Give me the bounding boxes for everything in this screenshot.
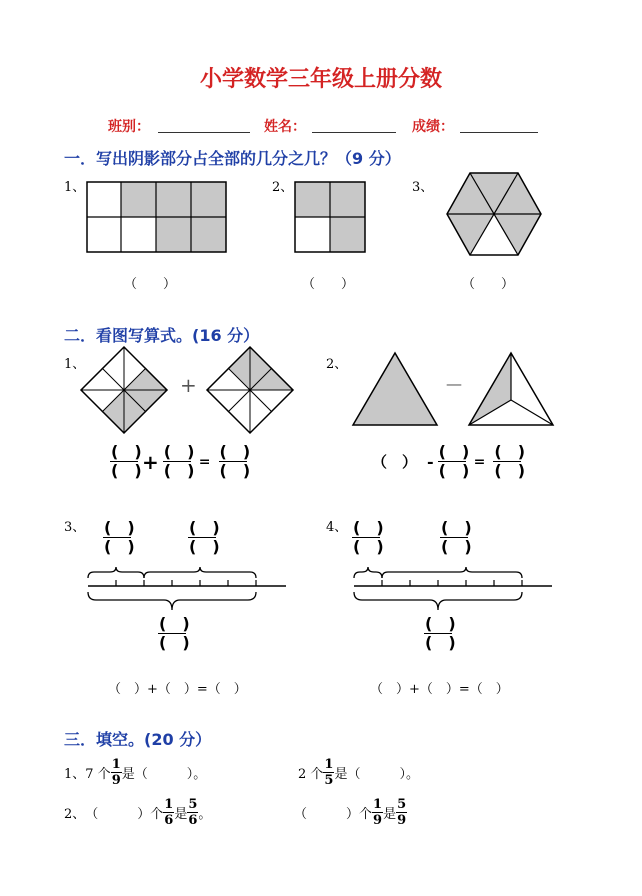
blank-fraction[interactable]: $\frac{( )}{( )}$: [438, 442, 470, 480]
s3-q1-number: 1、: [64, 767, 86, 782]
name-label: 姓名：: [264, 119, 306, 135]
s1-q1-number: 1、: [64, 180, 86, 195]
s3-line2-part-a: [64, 798, 211, 827]
answer-blank[interactable]: 是（ ）。: [121, 767, 207, 782]
text: 7 个: [85, 767, 111, 782]
s2-q1-number: 1、: [64, 357, 86, 372]
s2-q3-number-line: [84, 566, 290, 616]
fraction: $\frac{1}{9}$: [373, 797, 383, 828]
s2-q3-number: 3、: [64, 520, 86, 535]
s2-q1-equation: [110, 442, 251, 480]
s1-q2-answer[interactable]: （ ）: [302, 277, 355, 292]
blank-fraction[interactable]: ( ) ( ): [104, 518, 135, 556]
text: 是: [383, 807, 397, 822]
s3-line1-part-b: [298, 758, 419, 787]
blank-fraction[interactable]: ( ) ( ): [353, 518, 384, 556]
plus-operator: +: [142, 449, 159, 474]
s2-q1-diamond-left: [80, 346, 168, 434]
s1-q2-number: 2、: [272, 180, 294, 195]
s2-q2-triangle-left: [352, 352, 438, 426]
section1-heading: 一．写出阴影部分占全部的几分之几？（9 分）: [64, 149, 401, 168]
s1-q1-grid-figure: [86, 181, 228, 253]
section2-heading: 二．看图写算式。(16 分）: [64, 326, 260, 345]
text: 2 个: [298, 767, 324, 782]
answer-blank[interactable]: 是（ ）。: [334, 767, 419, 782]
blank-paren[interactable]: （ ）: [372, 453, 418, 471]
answer-blank[interactable]: （ ）个: [85, 807, 164, 822]
blank-fraction[interactable]: ( ) ( ): [425, 614, 456, 652]
class-field[interactable]: [158, 116, 250, 133]
equals-operator: =: [473, 453, 486, 470]
s1-q3-answer[interactable]: （ ）: [462, 277, 515, 292]
blank-fraction[interactable]: ( ) ( ): [159, 614, 190, 652]
s2-q2-minus-sign: —: [446, 374, 462, 393]
s1-q3-hexagon-figure: [446, 172, 542, 256]
s3-q2-number: 2、: [64, 807, 86, 822]
s2-q2-number: 2、: [326, 357, 348, 372]
s2-q4-number: 4、: [326, 520, 348, 535]
fraction: $\frac{5}{9}$: [397, 797, 407, 828]
text: 是: [174, 807, 188, 822]
shaded-cells-top: [121, 182, 226, 217]
blank-fraction[interactable]: $\frac{( )}{( )}$: [494, 442, 526, 480]
s2-q2-triangle-right: [468, 352, 554, 426]
s1-q1-answer[interactable]: （ ）: [124, 277, 177, 292]
s2-q1-plus-sign: +: [180, 373, 197, 397]
s2-q1-diamond-right: [206, 346, 294, 434]
s1-q3-number: 3、: [412, 180, 434, 195]
s1-q2-square-figure: [294, 181, 366, 253]
s2-q3-expression[interactable]: （ ）+（ ）=（ ）: [108, 682, 247, 697]
blank-fraction[interactable]: $\frac{( )}{( )}$: [111, 442, 142, 480]
name-field[interactable]: [312, 116, 396, 133]
score-label: 成绩：: [412, 119, 454, 135]
fraction: $\frac{1}{5}$: [324, 757, 334, 788]
fraction: $\frac{1}{9}$: [111, 757, 121, 788]
s2-q2-equation: [372, 442, 526, 480]
answer-blank[interactable]: （ ）个: [294, 807, 373, 822]
s2-q4-expression[interactable]: （ ）+（ ）=（ ）: [370, 682, 509, 697]
section3-heading: 三．填空。(20 分）: [64, 730, 212, 749]
score-field[interactable]: [460, 116, 538, 133]
text: 。: [198, 807, 212, 822]
class-label: 班别：: [108, 119, 150, 135]
page-title: 小学数学三年级上册分数: [199, 67, 442, 92]
s2-q4-number-line: [350, 566, 556, 616]
blank-fraction[interactable]: ( ) ( ): [189, 518, 220, 556]
blank-fraction[interactable]: $\frac{( )}{( )}$: [219, 442, 251, 480]
fraction: $\frac{5}{6}$: [188, 797, 198, 828]
minus-operator: -: [427, 452, 434, 471]
s3-line1-part-a: [64, 758, 206, 787]
blank-fraction[interactable]: ( ) ( ): [441, 518, 472, 556]
equals-operator: =: [198, 453, 211, 470]
blank-fraction[interactable]: $\frac{( )}{( )}$: [163, 442, 195, 480]
fraction: $\frac{1}{6}$: [164, 797, 174, 828]
s3-line2-part-b: [294, 798, 407, 827]
